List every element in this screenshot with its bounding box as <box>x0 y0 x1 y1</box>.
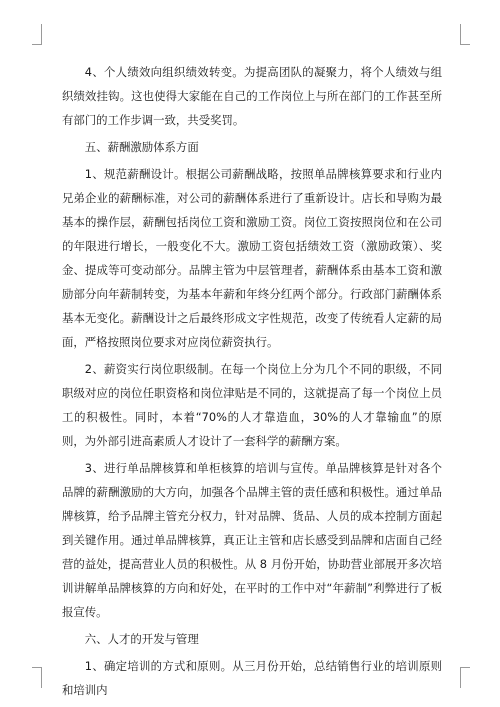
paragraph-item-4: 4、个人绩效向组织绩效转变。为提高团队的凝聚力，将个人绩效与组织绩效挂钩。这也使得大家能在自己的工作岗位上与所在部门的工作甚至所有部门的工作步调一致，共受奖罚。 <box>62 65 442 127</box>
paragraph-brand-accounting: 3、进行单品牌核算和单柜核算的培训与宣传。单品牌核算是针对各个品牌的薪酬激励的大方向，加强各个品牌主管的责任感和积极性。通过单品牌核算，给予品牌主管充分权力，针对品牌、货品、人员的成本控制方面起到关键作用。通过单品牌核算，真正让主管和店长感受到品牌和店面自己经营的益处，提高营业人员的积极性。从 8 月份开始，协助营业部展开多次培训讲解单品牌核算的方向和好处，在平时的工作中对“年薪制”利弊进行了板报宣传。 <box>62 461 442 619</box>
paragraph-training-method: 1、确定培训的方式和原则。从三月份开始，总结销售行业的培训原则和培训内 <box>62 659 442 697</box>
paragraph-job-grade: 2、薪资实行岗位职级制。在每一个岗位上分为几个不同的职级，不同职级对应的岗位任职资格和岗位津贴是不同的，这就提高了每一个岗位上员工的积极性。同时，本着“70%的人才靠造血，30%的人才靠输血”的原则，为外部引进高素质人才设计了一套科学的薪酬方案。 <box>62 362 442 448</box>
crop-mark-bottom-right <box>460 667 470 688</box>
crop-mark-top-left <box>32 24 42 45</box>
section-heading-talent-development: 六、人才的开发与管理 <box>84 632 199 646</box>
section-heading-salary-incentive: 五、薪酬激励体系方面 <box>84 140 199 154</box>
document-body <box>62 60 442 705</box>
crop-mark-top-right <box>460 24 470 45</box>
paragraph-salary-design: 1、规范薪酬设计。根据公司薪酬战略，按照单品牌核算要求和行业内兄弟企业的薪酬标准，对公司的薪酬体系进行了重新设计。店长和导购为最基本的操作层，薪酬包括岗位工资和激励工资。岗位工资按照岗位和在公司的年限进行增长，一般变化不大。激励工资包括绩效工资（激励政策）、奖金、提成等可变动部分。品牌主管为中层管理者，薪酬体系由基本工资和激励部分向年薪制转变，为基本年薪和年终分红两个部分。行政部门薪酬体系基本无变化。薪酬设计之后最终形成文字性规范，改变了传统看人定薪的局面，严格按照岗位要求对应岗位薪资执行。 <box>62 167 442 349</box>
crop-mark-bottom-left <box>32 667 42 688</box>
